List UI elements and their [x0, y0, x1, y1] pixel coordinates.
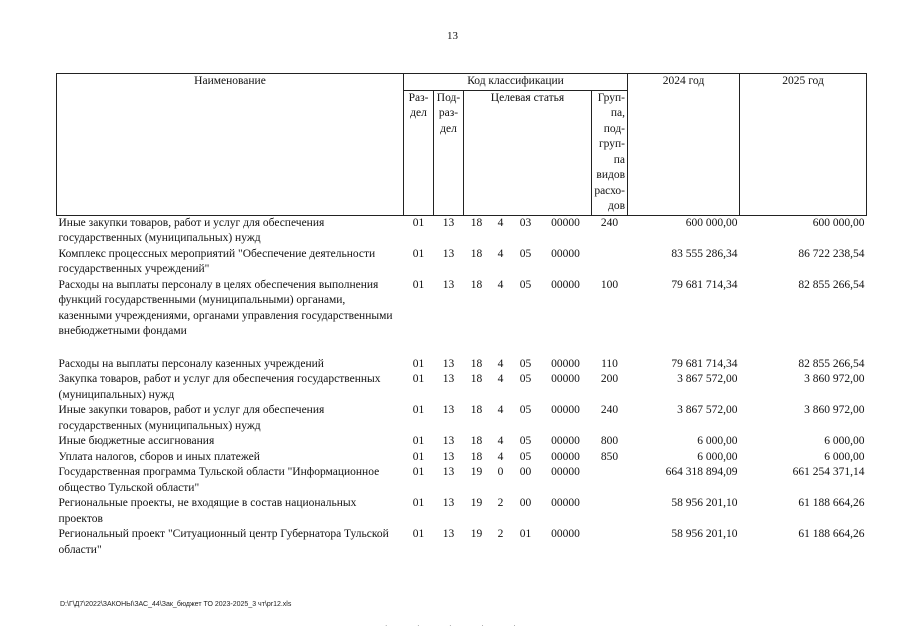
cell-cs2: 2 — [497, 528, 504, 540]
cell-cs3: 05 — [519, 373, 532, 385]
table-row — [57, 496, 867, 527]
cell-y2024: 58 956 201,10 — [671, 497, 738, 509]
cell-cs4: 00000 — [551, 528, 580, 540]
cell-cs4: 00000 — [551, 404, 580, 416]
table-row — [57, 465, 867, 496]
cell-razdel: 01 — [412, 278, 425, 291]
cell-y2024: 58 956 201,10 — [671, 528, 738, 540]
cell-y2025: 6 000,00 — [824, 435, 865, 447]
cell-cs1: 18 — [470, 404, 483, 416]
cell-cs2: 4 — [497, 404, 504, 416]
cell-vid: 240 — [600, 216, 619, 229]
cell-cs4: 00000 — [551, 357, 580, 370]
cell-y2025: 600 000,00 — [812, 216, 865, 229]
cell-cs1: 18 — [470, 373, 483, 385]
page-number: 13 — [447, 30, 458, 42]
cell-y2024: 83 555 286,34 — [671, 247, 738, 260]
cell-cs2: 2 — [497, 497, 504, 509]
cell-razdel: 01 — [412, 404, 425, 416]
cell-vid: 100 — [600, 278, 619, 291]
cell-y2025: 3 860 972,00 — [804, 373, 865, 385]
table-row — [57, 450, 867, 466]
cell-y2025: 61 188 664,26 — [798, 528, 865, 540]
cell-vid: 110 — [601, 357, 618, 370]
cell-vid — [592, 527, 628, 558]
cell-podrazdel: 13 — [442, 528, 455, 540]
cell-cs3: 05 — [519, 435, 532, 447]
cell-cs2: 4 — [497, 373, 504, 385]
cell-cs4: 00000 — [551, 450, 580, 463]
cell-cs4: 00000 — [551, 497, 580, 509]
header-podrazdel: Под- раз- дел — [434, 90, 464, 215]
file-path-footer: D:\Г\Д7\2022\ЗАКОНЫ\ЗАС_44\Зак_бюджет ТО 2023-2025_3 чт\pr12.xls — [60, 601, 292, 608]
cell-cs3: 03 — [519, 216, 532, 229]
table-row — [57, 278, 867, 357]
cell-cs2: 0 — [497, 466, 504, 478]
cell-podrazdel: 13 — [442, 216, 455, 229]
cell-cs3: 05 — [519, 450, 532, 463]
cell-y2024: 79 681 714,34 — [671, 357, 738, 370]
cell-cs3: 05 — [519, 404, 532, 416]
cell-razdel: 01 — [412, 373, 425, 385]
cell-name: Государственная программа Тульской области "Информационное общество Тульской области" — [58, 466, 380, 494]
cell-cs2: 4 — [497, 357, 504, 370]
table-row — [57, 372, 867, 403]
cell-cs2: 4 — [497, 435, 504, 447]
cell-name: Иные бюджетные ассигнования — [58, 435, 215, 447]
cell-vid: 200 — [600, 373, 619, 385]
cell-name: Иные закупки товаров, работ и услуг для обеспечения государственных (муниципальных) нужд — [58, 404, 325, 432]
table-row — [57, 527, 867, 558]
cell-cs2: 4 — [497, 247, 504, 260]
cell-y2025: 61 188 664,26 — [798, 497, 865, 509]
cell-cs2: 4 — [497, 450, 504, 463]
cell-name: Региональные проекты, не входящие в состав национальных проектов — [58, 497, 357, 525]
table-row — [57, 434, 867, 450]
cell-razdel: 01 — [412, 247, 425, 260]
cell-y2024: 6 000,00 — [697, 450, 738, 463]
cell-y2025: 6 000,00 — [824, 450, 865, 463]
cell-vid: 800 — [600, 435, 619, 447]
cell-razdel: 01 — [412, 216, 425, 229]
cell-podrazdel: 13 — [442, 278, 455, 291]
cell-podrazdel: 13 — [442, 404, 455, 416]
cell-cs1: 18 — [470, 278, 483, 291]
header-razdel: Раз- дел — [404, 90, 434, 215]
cell-cs2: 4 — [497, 278, 504, 291]
cell-name: Региональный проект "Ситуационный центр Губернатора Тульской области" — [58, 528, 389, 556]
cell-name: Уплата налогов, сборов и иных платежей — [58, 450, 260, 463]
table-row — [57, 403, 867, 434]
cell-razdel: 01 — [412, 450, 425, 463]
cell-cs4: 00000 — [551, 278, 580, 291]
cell-razdel: 01 — [412, 357, 425, 370]
header-classification: Код классификации — [404, 74, 628, 91]
header-expense-group: Груп- па, под- груп- па видов расхо- дов — [592, 90, 628, 215]
cell-cs1: 19 — [470, 497, 483, 509]
cell-cs1: 19 — [470, 466, 483, 478]
cell-cs2: 4 — [497, 216, 504, 229]
cell-cs4: 00000 — [551, 435, 580, 447]
cell-podrazdel: 13 — [442, 497, 455, 509]
cell-y2025: 82 855 266,54 — [798, 278, 865, 291]
cell-vid — [592, 247, 628, 278]
cell-y2024: 664 318 894,09 — [665, 466, 738, 478]
cell-y2024: 600 000,00 — [685, 216, 738, 229]
cell-y2024: 6 000,00 — [697, 435, 738, 447]
cell-razdel: 01 — [412, 528, 425, 540]
cell-razdel: 01 — [412, 466, 425, 478]
cell-cs3: 05 — [519, 278, 532, 291]
cell-name: Расходы на выплаты персоналу казенных учреждений — [58, 357, 324, 370]
cell-y2024: 3 867 572,00 — [677, 404, 738, 416]
cell-cs4: 00000 — [551, 216, 580, 229]
cell-cs3: 05 — [519, 247, 532, 260]
table-row — [57, 357, 867, 373]
cell-podrazdel: 13 — [442, 357, 455, 370]
cell-razdel: 01 — [412, 435, 425, 447]
cell-podrazdel: 13 — [442, 435, 455, 447]
cell-vid — [592, 496, 628, 527]
cell-cs1: 18 — [470, 357, 483, 370]
cell-name: Расходы на выплаты персоналу в целях обеспечения выполнения функций государственными (муниципальными) органами, казенными учреждениями, органами управления государственными внебюджетными фондами — [58, 278, 393, 337]
header-year-2025: 2025 год — [740, 74, 867, 216]
cell-name: Закупка товаров, работ и услуг для обеспечения государственных (муниципальных) нужд — [58, 373, 381, 401]
cell-cs1: 18 — [470, 216, 483, 229]
cell-cs1: 18 — [470, 450, 483, 463]
cell-podrazdel: 13 — [442, 450, 455, 463]
cell-y2025: 86 722 238,54 — [798, 247, 865, 260]
table-header — [57, 74, 867, 216]
cell-cs3: 01 — [519, 528, 532, 540]
table-body — [57, 215, 867, 558]
header-target-article: Целевая статья — [464, 90, 592, 215]
cell-cs3: 00 — [519, 466, 532, 478]
cell-y2024: 79 681 714,34 — [671, 278, 738, 291]
cell-y2025: 82 855 266,54 — [798, 357, 865, 370]
cell-cs1: 18 — [470, 435, 483, 447]
cell-y2025: 3 860 972,00 — [804, 404, 865, 416]
cell-cs3: 00 — [519, 497, 532, 509]
cell-podrazdel: 13 — [442, 247, 455, 260]
header-name: Наименование — [57, 74, 404, 216]
cell-name: Комплекс процессных мероприятий "Обеспечение деятельности государственных учреждений" — [58, 247, 376, 275]
cell-cs1: 19 — [470, 528, 483, 540]
cell-y2025: 661 254 371,14 — [792, 466, 865, 478]
cell-podrazdel: 13 — [442, 373, 455, 385]
scan-artifact-marks: · · · · · — [385, 622, 530, 630]
cell-cs4: 00000 — [551, 247, 580, 260]
cell-razdel: 01 — [412, 497, 425, 509]
cell-podrazdel: 13 — [442, 466, 455, 478]
cell-vid: 240 — [600, 404, 619, 416]
cell-y2024: 3 867 572,00 — [677, 373, 738, 385]
cell-cs4: 00000 — [551, 373, 580, 385]
budget-table — [56, 73, 867, 558]
cell-cs4: 00000 — [551, 466, 580, 478]
cell-vid: 850 — [600, 450, 619, 463]
cell-cs3: 05 — [519, 357, 532, 370]
table-row — [57, 247, 867, 278]
cell-vid — [592, 465, 628, 496]
cell-name: Иные закупки товаров, работ и услуг для обеспечения государственных (муниципальных) нужд — [58, 216, 325, 244]
cell-cs1: 18 — [470, 247, 483, 260]
table-row — [57, 215, 867, 247]
header-year-2024: 2024 год — [628, 74, 740, 216]
